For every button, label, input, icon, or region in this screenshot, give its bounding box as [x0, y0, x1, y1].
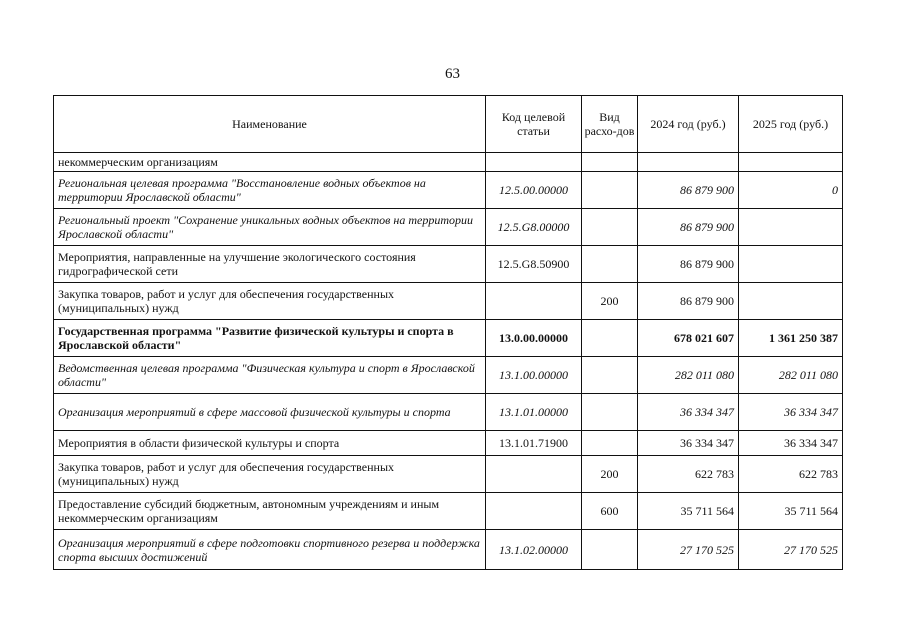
row-kind-cell: 200 — [582, 283, 638, 320]
row-kind-cell — [582, 394, 638, 431]
row-name-cell: Закупка товаров, работ и услуг для обеспечения государственных (муниципальных) нужд — [54, 283, 486, 320]
row-name-cell: Региональная целевая программа "Восстановление водных объектов на территории Ярославской области" — [54, 172, 486, 209]
header-2025: 2025 год (руб.) — [739, 96, 843, 153]
row-2025-cell: 1 361 250 387 — [739, 320, 843, 357]
table-body — [54, 153, 843, 570]
row-kind-cell — [582, 357, 638, 394]
row-name-cell: Организация мероприятий в сфере массовой физической культуры и спорта — [54, 394, 486, 431]
row-name-cell: некоммерческим организациям — [54, 153, 486, 172]
row-2024-cell: 86 879 900 — [638, 283, 739, 320]
row-name-cell: Ведомственная целевая программа "Физическая культура и спорт в Ярославской области" — [54, 357, 486, 394]
header-name: Наименование — [54, 96, 486, 153]
row-kind-cell: 600 — [582, 493, 638, 530]
table-row — [54, 493, 843, 530]
page-number: 63 — [445, 66, 460, 82]
row-2024-cell: 86 879 900 — [638, 246, 739, 283]
row-kind-cell — [582, 172, 638, 209]
table-row — [54, 530, 843, 570]
header-row — [54, 96, 843, 153]
row-name-cell: Мероприятия, направленные на улучшение экологического состояния гидрографической сети — [54, 246, 486, 283]
header-code: Код целевой статьи — [486, 96, 582, 153]
row-name-cell: Предоставление субсидий бюджетным, автономным учреждениям и иным некоммерческим организациям — [54, 493, 486, 530]
row-code-cell — [486, 283, 582, 320]
row-code-cell: 13.1.02.00000 — [486, 530, 582, 570]
row-kind-cell: 200 — [582, 456, 638, 493]
row-name-cell: Региональный проект "Сохранение уникальных водных объектов на территории Ярославской области" — [54, 209, 486, 246]
table-row — [54, 357, 843, 394]
row-kind-cell — [582, 153, 638, 172]
row-2024-cell: 622 783 — [638, 456, 739, 493]
row-code-cell — [486, 153, 582, 172]
header-2024: 2024 год (руб.) — [638, 96, 739, 153]
table-row — [54, 394, 843, 431]
header-kind: Вид расхо-дов — [582, 96, 638, 153]
row-2025-cell: 0 — [739, 172, 843, 209]
row-2025-cell: 36 334 347 — [739, 431, 843, 456]
row-2025-cell — [739, 209, 843, 246]
row-code-cell: 13.1.01.71900 — [486, 431, 582, 456]
table-row — [54, 209, 843, 246]
row-2025-cell — [739, 283, 843, 320]
row-2025-cell — [739, 153, 843, 172]
row-kind-cell — [582, 431, 638, 456]
table-row — [54, 431, 843, 456]
row-2025-cell: 36 334 347 — [739, 394, 843, 431]
row-2024-cell: 678 021 607 — [638, 320, 739, 357]
row-kind-cell — [582, 209, 638, 246]
table-row — [54, 172, 843, 209]
row-kind-cell — [582, 530, 638, 570]
table-row — [54, 320, 843, 357]
row-code-cell: 13.0.00.00000 — [486, 320, 582, 357]
row-2024-cell — [638, 153, 739, 172]
row-2024-cell: 35 711 564 — [638, 493, 739, 530]
row-code-cell: 12.5.G8.00000 — [486, 209, 582, 246]
budget-table — [53, 95, 843, 570]
table-row — [54, 246, 843, 283]
row-2025-cell: 282 011 080 — [739, 357, 843, 394]
table-row — [54, 283, 843, 320]
row-2024-cell: 36 334 347 — [638, 431, 739, 456]
row-name-cell: Мероприятия в области физической культуры и спорта — [54, 431, 486, 456]
row-name-cell: Государственная программа "Развитие физической культуры и спорта в Ярославской области" — [54, 320, 486, 357]
row-2024-cell: 36 334 347 — [638, 394, 739, 431]
row-kind-cell — [582, 320, 638, 357]
row-name-cell: Организация мероприятий в сфере подготовки спортивного резерва и поддержка спорта высших достижений — [54, 530, 486, 570]
row-name-cell: Закупка товаров, работ и услуг для обеспечения государственных (муниципальных) нужд — [54, 456, 486, 493]
row-code-cell: 13.1.01.00000 — [486, 394, 582, 431]
row-kind-cell — [582, 246, 638, 283]
row-2024-cell: 86 879 900 — [638, 172, 739, 209]
row-2024-cell: 27 170 525 — [638, 530, 739, 570]
row-code-cell — [486, 493, 582, 530]
row-2025-cell — [739, 246, 843, 283]
row-code-cell: 12.5.00.00000 — [486, 172, 582, 209]
row-2025-cell: 622 783 — [739, 456, 843, 493]
row-2024-cell: 282 011 080 — [638, 357, 739, 394]
row-code-cell — [486, 456, 582, 493]
table-row — [54, 456, 843, 493]
row-code-cell: 12.5.G8.50900 — [486, 246, 582, 283]
row-2024-cell: 86 879 900 — [638, 209, 739, 246]
table-row — [54, 153, 843, 172]
row-2025-cell: 35 711 564 — [739, 493, 843, 530]
row-2025-cell: 27 170 525 — [739, 530, 843, 570]
row-code-cell: 13.1.00.00000 — [486, 357, 582, 394]
